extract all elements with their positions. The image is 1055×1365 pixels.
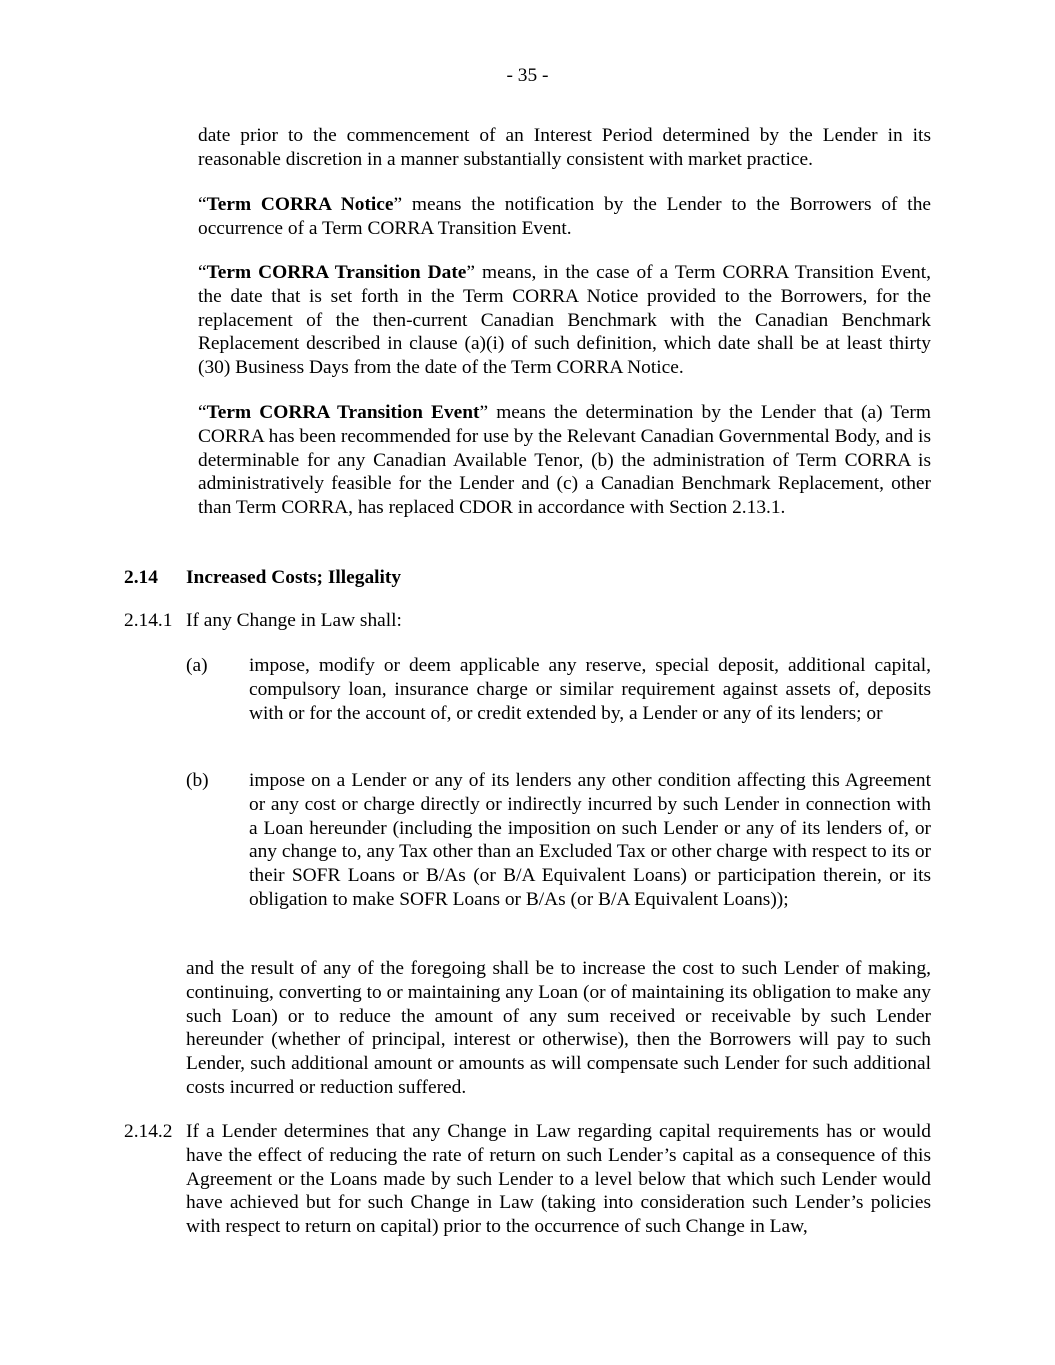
list-item-a — [186, 654, 931, 725]
subsection-2-14-2 — [124, 1120, 931, 1239]
intro-paragraph: date prior to the commencement of an Interest Period determined by the Lender in its reasonable discretion in a manner substantially consistent with market practice. — [198, 125, 931, 170]
section-heading — [124, 566, 401, 590]
definition-body: ” means the notification by the Lender to the Borrowers of the occurrence of a Term CORRA Transition Event. — [198, 194, 931, 239]
consequence-paragraph: and the result of any of the foregoing shall be to increase the cost to such Lender of making, continuing, converting to or maintaining any Loan (or of maintaining its obligation to make any such Loan) or to reduce the amount of any sum received or receivable by such Lender hereunder (whether of principal, interest or otherwise), then the Borrowers will pay to such Lender, such additional amount or amounts as will compensate such Lender for such additional costs incurred or reduction suffered. — [186, 958, 931, 1098]
definition-body: ” means, in the case of a Term CORRA Transition Event, the date that is set forth in the Term CORRA Notice provided to the Borrowers, for the replacement of the then-current Canadian Benchmark with the Canadian Benchmark Replacement described in clause (a)(i) of such definition, which date shall be at least thirty (30) Business Days from the date of the Term CORRA Notice. — [198, 262, 931, 379]
subsection-text: If a Lender determines that any Change in Law regarding capital requirements has or would have the effect of reducing the rate of return on such Lender’s capital as a consequence of this Agreement or the Loans made by such Lender to a level below that which such Lender would have achieved but for such Change in Law (taking into consideration such Lender’s policies with respect to return on capital) prior to the occurrence of such Change in Law, — [186, 1121, 931, 1238]
subsection-number: 2.14.2 — [124, 1121, 173, 1142]
subsection-2-14-1 — [124, 609, 931, 633]
defined-term: Term CORRA Transition Date — [206, 262, 467, 283]
defined-term: Term CORRA Notice — [206, 194, 394, 215]
item-label: (b) — [186, 770, 209, 791]
page-number: - 35 - — [506, 65, 549, 86]
list-item-b — [186, 769, 931, 912]
open-quote: “ — [198, 194, 207, 215]
section-number: 2.14 — [124, 567, 158, 588]
open-quote: “ — [198, 262, 207, 283]
section-title: Increased Costs; Illegality — [186, 567, 402, 588]
definition-term-corra-notice — [198, 193, 931, 241]
definition-body: ” means the determination by the Lender that (a) Term CORRA has been recommended for use by the Relevant Canadian Governmental Body, and is determinable for any Canadian Available Tenor, (b) the administration of Term CORRA is administratively feasible for the Lender and (c) a Canadian Benchmark Replacement, other than Term CORRA, has replaced CDOR in accordance with Section 2.13.1. — [198, 402, 931, 519]
item-text: impose, modify or deem applicable any reserve, special deposit, additional capital, compulsory loan, insurance charge or similar requirement against assets of, deposits with or for the account of, or credit extended by, a Lender or any of its lenders; or — [249, 655, 931, 724]
open-quote: “ — [198, 402, 207, 423]
defined-term: Term CORRA Transition Event — [206, 402, 480, 423]
subsection-text: If any Change in Law shall: — [186, 610, 402, 631]
item-label: (a) — [186, 655, 208, 676]
subsection-number: 2.14.1 — [124, 610, 173, 631]
definition-term-corra-transition-date — [198, 261, 931, 380]
item-text: impose on a Lender or any of its lenders any other condition affecting this Agreement or any cost or charge directly or indirectly incurred by such Lender in connection with a Loan hereunder (including the imposition on such Lender or any of its lenders of, or any change to, any Tax other than an Excluded Tax or other charge with respect to its or their SOFR Loans or B/As (or B/A Equivalent Loans) or participation therein, or its obligation to make SOFR Loans or B/As (or B/A Equivalent Loans)); — [249, 770, 931, 910]
definition-term-corra-transition-event — [198, 401, 931, 520]
